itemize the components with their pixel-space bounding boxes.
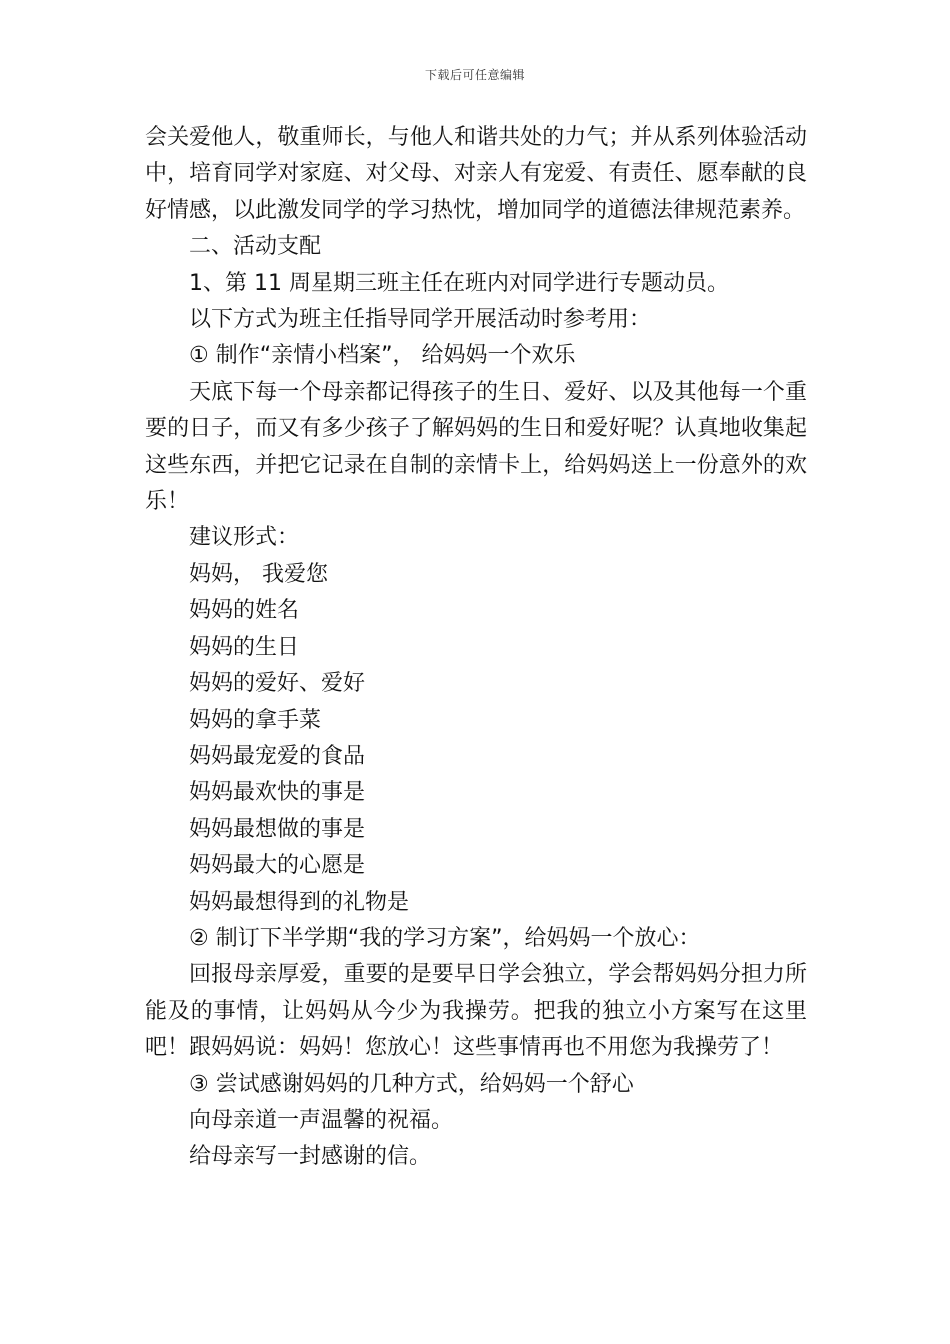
list-item: 妈妈最想做的事是 bbox=[189, 816, 366, 842]
method-1-heading: ① 制作“亲情小档案”， 给妈妈一个欢乐 bbox=[189, 343, 576, 369]
method-3-heading: ③ 尝试感谢妈妈的几种方式，给妈妈一个舒心 bbox=[189, 1071, 634, 1097]
document-body bbox=[145, 120, 807, 1176]
method-3-item-2: 给母亲写一封感谢的信。 bbox=[189, 1144, 432, 1170]
page-header: 下载后可任意编辑 bbox=[424, 68, 525, 82]
list-item: 妈妈的爱好、爱好 bbox=[189, 671, 366, 697]
list-item: 妈妈最想得到的礼物是 bbox=[189, 889, 410, 915]
paragraph-reference-methods: 以下方式为班主任指导同学开展活动时参考用： bbox=[189, 307, 652, 333]
method-2-heading: ② 制订下半学期“我的学习方案”，给妈妈一个放心： bbox=[189, 925, 701, 951]
method-3-item-1: 向母亲道一声温馨的祝福。 bbox=[189, 1107, 454, 1133]
list-item: 妈妈最宠爱的食品 bbox=[189, 743, 366, 769]
paragraph-step-1: 1、第 11 周星期三班主任在班内对同学进行专题动员。 bbox=[189, 270, 729, 296]
list-item: 妈妈的拿手菜 bbox=[189, 707, 322, 733]
list-item: 妈妈最欢快的事是 bbox=[189, 780, 366, 806]
paragraph-intro-continuation: 会关爱他人，敬重师长，与他人和谐共处的力气；并从系列体验活动中，培育同学对家庭、对父母、对亲人有宠爱、有责任、愿奉献的良好情感，以此激发同学的学习热忱，增加同学的道德法律规范素养。 bbox=[145, 125, 807, 223]
list-item: 妈妈的姓名 bbox=[189, 598, 300, 624]
list-item: 妈妈， 我爱您 bbox=[189, 561, 328, 587]
method-2-description: 回报母亲厚爱，重要的是要早日学会独立，学会帮妈妈分担力所能及的事情，让妈妈从今少为我操劳。把我的独立小方案写在这里吧！跟妈妈说：妈妈！您放心！这些事情再也不用您为我操劳了！ bbox=[145, 962, 807, 1061]
section-heading-activity-arrangement: 二、活动支配 bbox=[189, 234, 322, 260]
list-item: 妈妈的生日 bbox=[189, 634, 300, 660]
suggested-format-label: 建议形式： bbox=[189, 525, 300, 551]
method-1-description: 天底下每一个母亲都记得孩子的生日、爱好、以及其他每一个重要的日子，而又有多少孩子了解妈妈的生日和爱好呢？认真地收集起这些东西，并把它记录在自制的亲情卡上，给妈妈送上一份意外的欢乐！ bbox=[145, 379, 807, 515]
list-item: 妈妈最大的心愿是 bbox=[189, 853, 366, 879]
